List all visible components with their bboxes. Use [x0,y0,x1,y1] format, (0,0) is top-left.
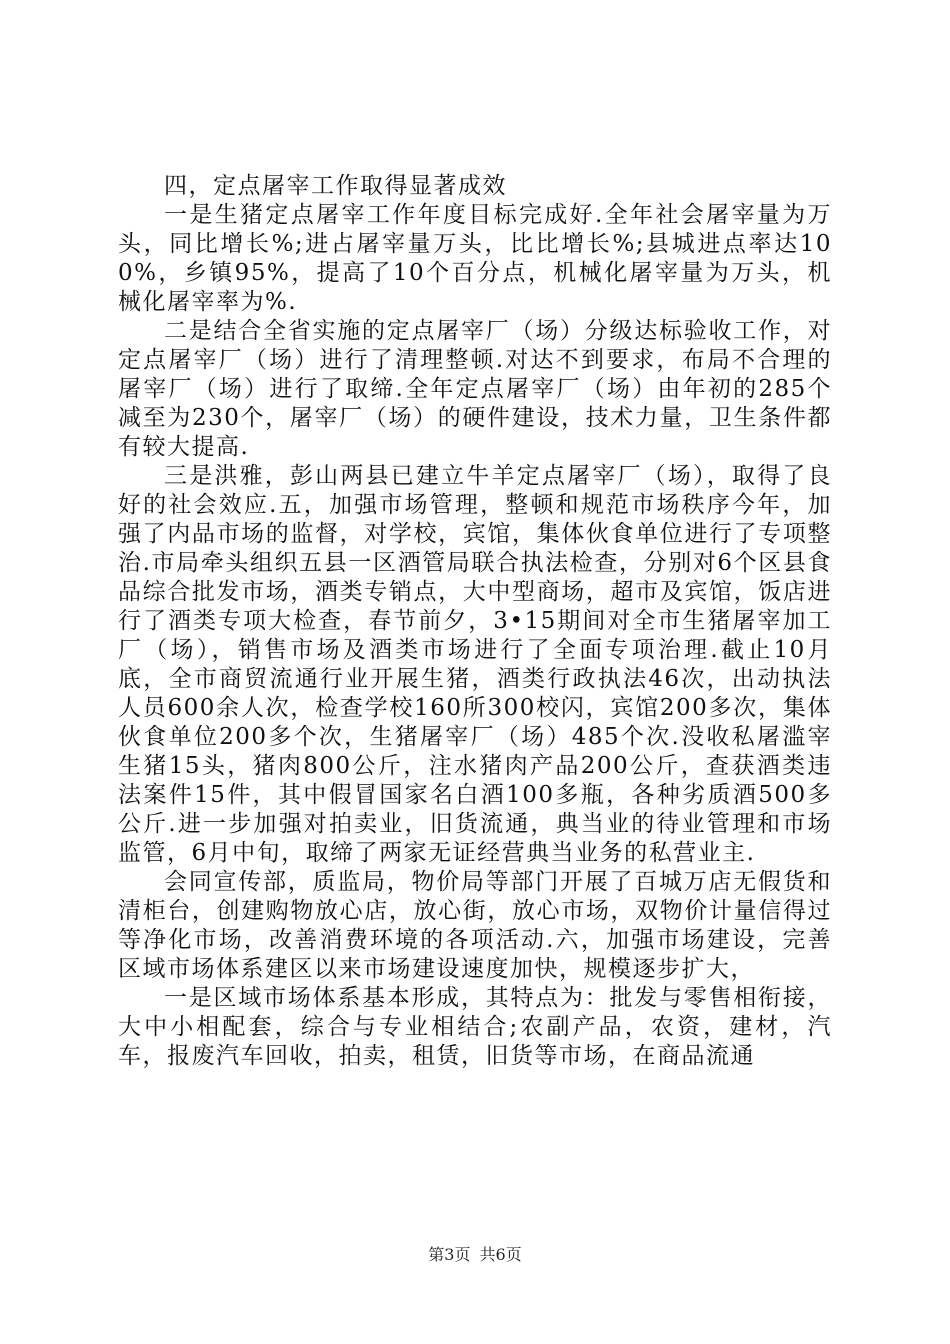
paragraph: 三是洪雅，彭山两县已建立牛羊定点屠宰厂（场），取得了良好的社会效应.五，加强市场管理，整顿和规范市场秩序今年，加强了内品市场的监督，对学校，宾馆，集体伙食单位进行了专项整治.市局牵头组织五县一区酒管局联合执法检查，分别对6个区县食品综合批发市场，酒类专销点，大中型商场，超市及宾馆，饭店进行了酒类专项大检查，春节前夕，3•15期间对全市生猪屠宰加工厂（场），销售市场及酒类市场进行了全面专项治理.截止10月底，全市商贸流通行业开展生猪，酒类行政执法46次，出动执法人员600余人次，检查学校160所300校闪，宾馆200多次，集体伙食单位200多个次，生猪屠宰厂（场）485个次.没收私屠滥宰生猪15头，猪肉800公斤，注水猪肉产品200公斤，查获酒类违法案件15件，其中假冒国家名白酒100多瓶，各种劣质酒500多公斤.进一步加强对拍卖业，旧货流通，典当业的待业管理和市场监管，6月中旬，取缔了两家无证经营典当业务的私营业主. [118,463,832,866]
document-body [118,172,832,1071]
page-footer [0,1245,950,1265]
paragraph: 二是结合全省实施的定点屠宰厂（场）分级达标验收工作，对定点屠宰厂（场）进行了清理整顿.对达不到要求，布局不合理的屠宰厂（场）进行了取缔.全年定点屠宰厂（场）由年初的285个减至为230个，屠宰厂（场）的硬件建设，技术力量，卫生条件都有较大提高. [118,318,832,460]
paragraph: 一是区域市场体系基本形成，其特点为：批发与零售相衔接，大中小相配套，综合与专业相结合;农副产品，农资，建材，汽车，报废汽车回收，拍卖，租赁，旧货等市场，在商品流通 [118,985,832,1069]
paragraph: 一是生猪定点屠宰工作年度目标完成好.全年社会屠宰量为万头，同比增长%;进占屠宰量万头，比比增长%;县城进点率达100%，乡镇95%，提高了10个百分点，机械化屠宰量为万头，机械化屠宰率为%. [118,202,832,315]
page-number: 第3页 [428,1245,471,1264]
paragraph: 会同宣传部，质监局，物价局等部门开展了百城万店无假货和清柜台，创建购物放心店，放心街，放心市场，双物价计量信得过等净化市场，改善消费环境的各项活动.六，加强市场建设，完善区域市场体系建区以来市场建设速度加快，规模逐步扩大， [118,869,832,982]
section-heading: 四，定点屠宰工作取得显著成效 [164,173,507,199]
page-total: 共6页 [479,1245,522,1264]
